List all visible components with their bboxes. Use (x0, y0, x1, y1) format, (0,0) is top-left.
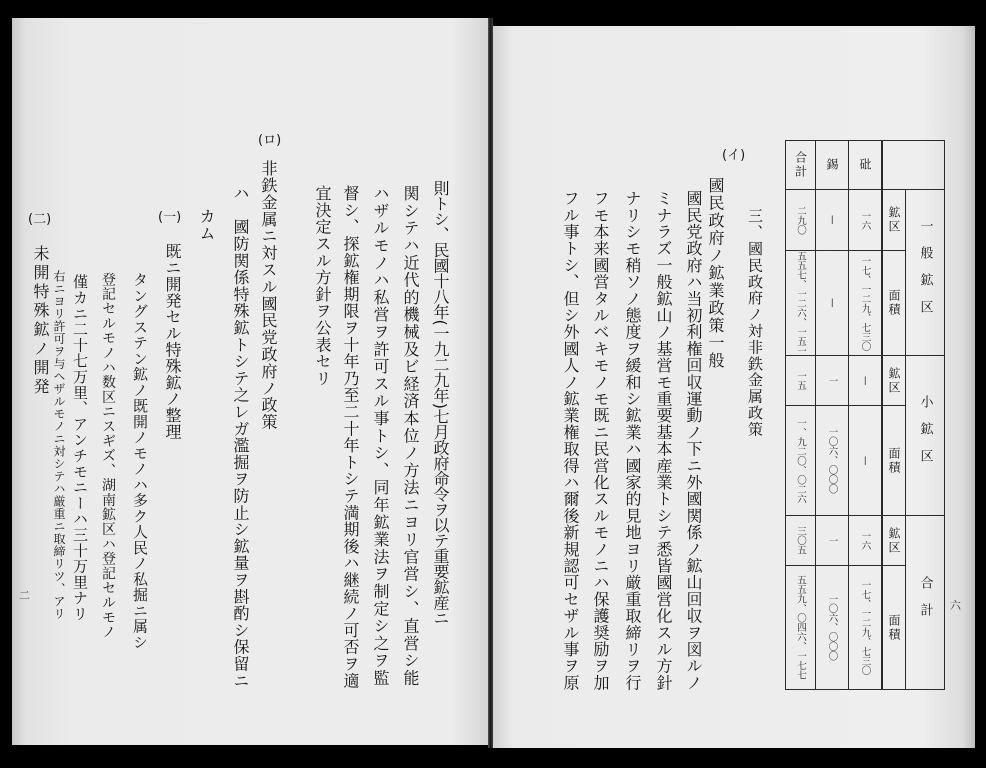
page-number: 六 (950, 599, 961, 612)
table-corner (882, 140, 945, 190)
sub-item-heading: 既ニ開発セル特殊鉱ノ整理 (163, 243, 182, 440)
table-cell: 一六 (848, 515, 882, 566)
text-line: タングステン鉱ノ既開ノモノハ多ク人民ノ私掘ニ属シ (131, 272, 149, 650)
text-line: フモ本来國営タルベキモノモ既ニ民営化スルモノニハ保護奨励ヲ加 (591, 190, 610, 691)
table-column-header: 砒 (848, 140, 882, 190)
table-row-header: 鉱区 (882, 355, 906, 406)
table-column-header: 合計 (785, 140, 816, 190)
table-cell: 五五九、〇四六、一七七 (785, 565, 816, 690)
section-heading: 三、國民政府ノ対非鉄金属政策 (746, 208, 764, 438)
table-row-header: 面積 (882, 250, 906, 356)
book-spine (488, 18, 493, 748)
subsection-heading: 國民政府ノ鉱業政策一般 (706, 177, 725, 370)
table-cell: — (815, 189, 849, 251)
table-row-header: 鉱区 (882, 515, 906, 566)
table-row-header: 面積 (882, 405, 906, 516)
text-line: 則トシ、民國十八年(一九二九年)七月政府命令ヲ以テ重要鉱産ニ (431, 180, 450, 626)
marginal-note: 右ニヨリ許可ヲ与ヘザルモノニ対シテハ厳重ニ取締リツ、アリ (52, 270, 66, 620)
item-heading: 非鉄金属ニ対スル國民党政府ノ政策 (259, 160, 278, 431)
sub-item-label: (一) (158, 210, 182, 225)
mining-area-table (785, 140, 945, 690)
table-row-header: 鉱区 (882, 189, 906, 251)
text-line: 國民党政府ハ当初利権回収運動ノ下ニ外國関係ノ鉱山回収ヲ図ルノ (684, 190, 703, 691)
text-line: フル事トシ、但シ外國人ノ鉱業権取得ハ爾後新規認可セザル事ヲ原 (561, 190, 580, 691)
table-cell: 一〇六、〇〇〇 (815, 405, 849, 516)
table-cell: 一六 (848, 189, 882, 251)
table-cell: — (815, 250, 849, 356)
table-column-header: 錫 (815, 140, 849, 190)
sub-item-heading: 未開特殊鉱ノ開発 (31, 245, 50, 397)
text-line: カム (197, 208, 216, 242)
table-cell: 一 (815, 355, 849, 406)
table-cell: 五五七、一二六、一五一 (785, 250, 816, 356)
page-number: 二 (19, 589, 30, 602)
text-line: 僅カニ二十七万里、アンチモニーハ三十万里ナリ (71, 274, 89, 622)
table-cell: — (848, 355, 882, 406)
table-group-header: 合計 (905, 515, 945, 690)
text-line: ミナラズ一般鉱山ノ基営モ重要基本産業トシテ悉皆國営化スル方針 (654, 190, 673, 691)
table-group-header: 一般鉱区 (905, 189, 945, 356)
table-cell: 一、九二〇、〇二六 (785, 405, 816, 516)
text-line: ハ 國防関係特殊鉱トシテ之レガ濫掘ヲ防止シ鉱量ヲ斟酌シ保留ニ (231, 185, 250, 689)
text-line: ナリシモ稍ソノ態度ヲ緩和シ鉱業ハ國家的見地ヨリ厳重取締リヲ行 (623, 190, 642, 691)
table-cell: — (848, 405, 882, 516)
text-line: 宜決定スル方針ヲ公表セリ (313, 185, 332, 387)
table-cell: 一五 (785, 355, 816, 406)
table-cell: 一 (815, 515, 849, 566)
text-line: 関シテハ近代的機械及ビ経済本位ノ方法ニヨリ官営シ、直営シ能 (401, 185, 420, 687)
text-line: 督シ、探鉱権期限ヲ十年乃至二十年トシテ満期後ハ継続ノ可否ヲ適 (341, 185, 360, 689)
item-label: (ロ) (258, 133, 282, 148)
table-group-header: 小鉱区 (905, 355, 945, 516)
text-line: 登記セルモノハ数区ニスギズ、湖南鉱区ハ登記セルモノ (100, 272, 116, 640)
table-cell: 一七、一二九、七三〇 (848, 250, 882, 356)
table-cell: 一〇六、〇〇〇 (815, 565, 849, 690)
text-line: ハザルモノハ私営ヲ許可スル事トシ、同年鉱業法ヲ制定シ之ヲ監 (371, 185, 390, 687)
table-cell: 一七、一二九、七三〇 (848, 565, 882, 690)
table-row-header: 面積 (882, 565, 906, 690)
table-cell: 二九〇 (785, 189, 816, 251)
sub-item-label: (二) (28, 212, 52, 227)
table-cell: 三〇五 (785, 515, 816, 566)
subsection-label: (イ) (722, 148, 746, 163)
